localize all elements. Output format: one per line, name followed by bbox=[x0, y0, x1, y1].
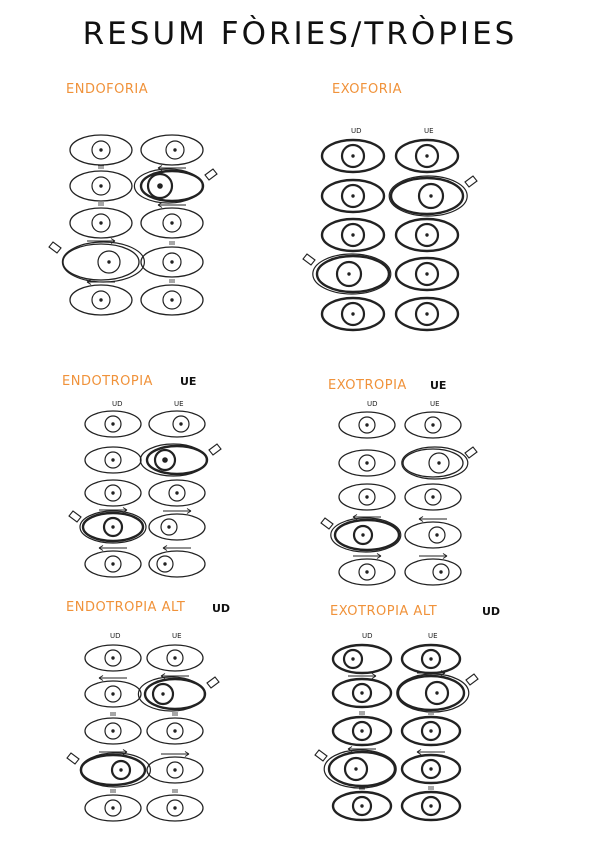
occluder-handle bbox=[465, 176, 477, 187]
pupil bbox=[365, 423, 368, 426]
occluder-handle bbox=[207, 677, 219, 688]
col-label-ud: UD bbox=[362, 632, 373, 640]
pupil bbox=[119, 768, 122, 771]
pupil bbox=[111, 562, 114, 565]
pupil bbox=[431, 495, 434, 498]
eye-label-exotropia-alt: UD bbox=[482, 605, 501, 618]
pupil bbox=[175, 491, 178, 494]
eye-outline bbox=[398, 676, 464, 710]
pupil bbox=[429, 767, 432, 770]
occluder-outline bbox=[313, 254, 391, 294]
col-label-ud: UD bbox=[110, 632, 121, 640]
eye-outline bbox=[391, 178, 463, 214]
pupil bbox=[111, 491, 114, 494]
pupil bbox=[365, 495, 368, 498]
pupil bbox=[99, 221, 102, 224]
occluder-handle bbox=[69, 511, 81, 522]
page-title: RESUM FÒRIES/TRÒPIES bbox=[82, 16, 518, 52]
eye-outline bbox=[317, 256, 389, 292]
eye-label-endotropia-alt: UD bbox=[212, 602, 231, 615]
pupil bbox=[99, 298, 102, 301]
pupil bbox=[425, 154, 428, 157]
col-label-ue: UE bbox=[430, 400, 440, 408]
occluder-handle bbox=[205, 169, 217, 180]
pupil bbox=[351, 312, 354, 315]
eye-outline bbox=[63, 244, 139, 280]
pupil bbox=[170, 260, 173, 263]
pupil bbox=[435, 691, 438, 694]
pupil bbox=[365, 461, 368, 464]
pupil bbox=[351, 657, 354, 660]
eye-label-exotropia: UE bbox=[430, 379, 447, 392]
occluder-outline bbox=[331, 518, 401, 552]
pupil bbox=[360, 804, 363, 807]
pupil bbox=[173, 729, 176, 732]
pupil bbox=[429, 657, 432, 660]
occluder-handle bbox=[321, 518, 333, 529]
pupil bbox=[347, 272, 350, 275]
pupil bbox=[162, 457, 168, 463]
pupil bbox=[431, 423, 434, 426]
pupil bbox=[360, 691, 363, 694]
pupil bbox=[173, 148, 176, 151]
occluder-outline bbox=[389, 176, 467, 216]
pupil bbox=[161, 692, 164, 695]
section-label-endotropia-alt: ENDOTROPIA ALT bbox=[66, 600, 186, 615]
pupil bbox=[111, 656, 114, 659]
pupil bbox=[111, 525, 114, 528]
pupil bbox=[163, 562, 166, 565]
pupil bbox=[157, 183, 163, 189]
occluder-outline bbox=[80, 753, 150, 787]
occluder-outline bbox=[397, 674, 469, 712]
pupil bbox=[425, 233, 428, 236]
pupil bbox=[429, 729, 432, 732]
pupil bbox=[99, 184, 102, 187]
pupil bbox=[179, 422, 182, 425]
pupil bbox=[111, 806, 114, 809]
occluder-handle bbox=[315, 750, 327, 761]
pupil bbox=[360, 729, 363, 732]
col-label-ue: UE bbox=[424, 127, 434, 135]
pupil bbox=[437, 461, 440, 464]
col-label-ud: UD bbox=[367, 400, 378, 408]
section-label-endoforia: ENDOFORIA bbox=[66, 82, 149, 97]
pupil bbox=[435, 533, 438, 536]
col-label-ue: UE bbox=[428, 632, 438, 640]
pupil bbox=[351, 233, 354, 236]
section-label-exoforia: EXOFORIA bbox=[332, 82, 402, 97]
col-label-ue: UE bbox=[174, 400, 184, 408]
occluder-handle bbox=[67, 753, 79, 764]
occluder-outline bbox=[134, 169, 202, 203]
eye-outline bbox=[141, 135, 203, 165]
pupil bbox=[351, 154, 354, 157]
pupil bbox=[167, 525, 170, 528]
pupil bbox=[354, 767, 357, 770]
pupil bbox=[425, 272, 428, 275]
pupil bbox=[351, 194, 354, 197]
occluder-handle bbox=[465, 447, 477, 458]
eye-outline bbox=[329, 752, 395, 786]
pupil bbox=[170, 298, 173, 301]
section-label-endotropia: ENDOTROPIA bbox=[62, 374, 153, 389]
occluder-handle bbox=[303, 254, 315, 265]
pupil bbox=[107, 260, 110, 263]
eye-outline bbox=[405, 522, 461, 548]
occluder-outline bbox=[324, 750, 396, 788]
pupil bbox=[99, 148, 102, 151]
pupil bbox=[439, 570, 442, 573]
pupil bbox=[173, 768, 176, 771]
occluder-outline bbox=[402, 447, 468, 479]
col-label-ud: UD bbox=[351, 127, 362, 135]
pupil bbox=[170, 221, 173, 224]
pupil bbox=[429, 194, 432, 197]
eye-outline bbox=[149, 411, 205, 437]
occluder-handle bbox=[209, 444, 221, 455]
occluder-outline bbox=[140, 444, 206, 476]
section-label-exotropia-alt: EXOTROPIA ALT bbox=[330, 604, 438, 619]
col-label-ud: UD bbox=[112, 400, 123, 408]
pupil bbox=[111, 422, 114, 425]
col-label-ue: UE bbox=[172, 632, 182, 640]
section-label-exotropia: EXOTROPIA bbox=[328, 378, 407, 393]
pupil bbox=[429, 804, 432, 807]
pupil bbox=[111, 458, 114, 461]
pupil bbox=[111, 692, 114, 695]
pupil bbox=[173, 806, 176, 809]
pupil bbox=[361, 533, 364, 536]
occluder-handle bbox=[466, 674, 478, 685]
occluder-handle bbox=[49, 242, 61, 253]
pupil bbox=[365, 570, 368, 573]
occluder-outline bbox=[62, 242, 144, 282]
pupil bbox=[425, 312, 428, 315]
eye-outline bbox=[403, 449, 463, 477]
pupil bbox=[173, 656, 176, 659]
pupil bbox=[111, 729, 114, 732]
occluder-outline bbox=[138, 677, 204, 711]
eye-outline bbox=[335, 520, 399, 550]
eye-label-endotropia: UE bbox=[180, 375, 197, 388]
